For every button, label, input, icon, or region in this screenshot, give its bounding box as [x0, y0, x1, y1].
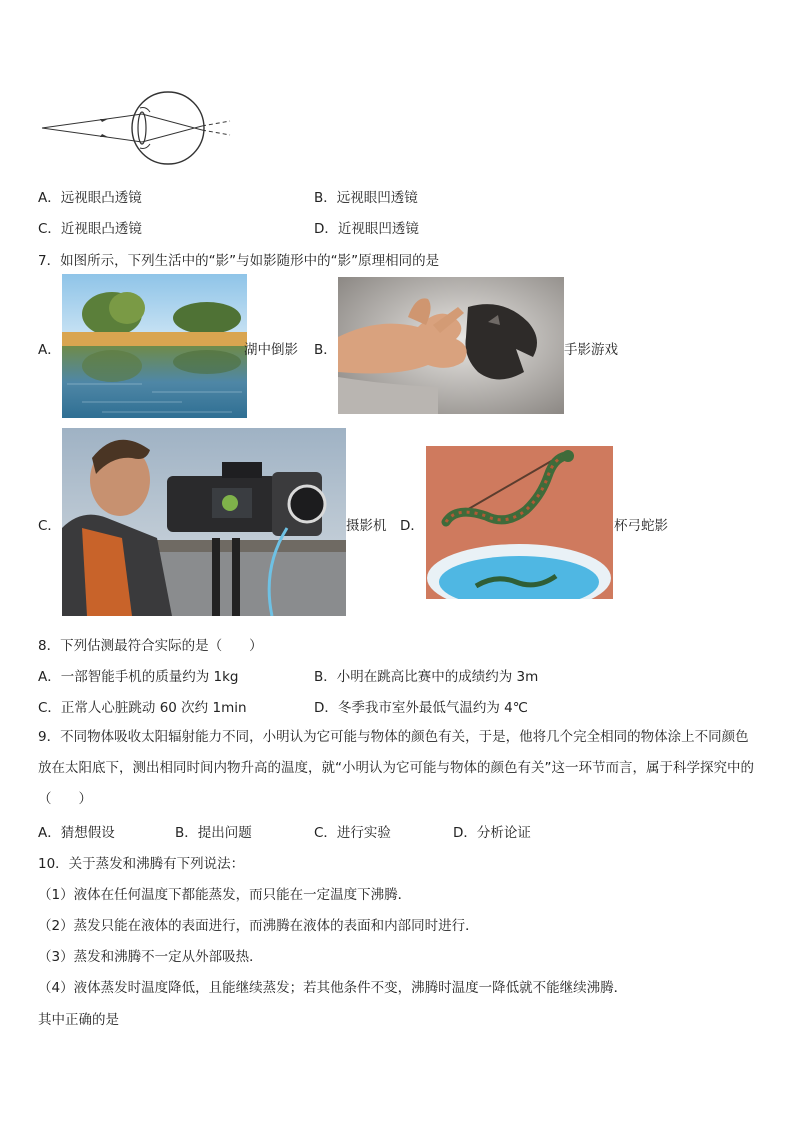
- q6-option-b: B．远视眼凹透镜: [314, 190, 418, 206]
- q9-option-a: A．猜想假设: [38, 825, 115, 841]
- q8-option-a: A．一部智能手机的质量约为 1kg: [38, 669, 239, 685]
- q10-statement-3: （3）蒸发和沸腾不一定从外部吸热．: [38, 949, 263, 965]
- q6-option-c: C．近视眼凸透镜: [38, 221, 142, 237]
- q10-stem: 10．关于蒸发和沸腾有下列说法：: [38, 856, 245, 872]
- q7-stem: 7．如图所示，下列生活中的“影”与如影随形中的“影”原理相同的是: [38, 253, 440, 269]
- snake-cup-image: [426, 446, 613, 599]
- q8-option-c: C．正常人心脏跳动 60 次约 1min: [38, 700, 247, 716]
- q6-option-a: A．远视眼凸透镜: [38, 190, 142, 206]
- q7-option-d-letter: D．: [400, 518, 424, 534]
- q7-option-d-caption: 杯弓蛇影: [614, 518, 668, 534]
- q10-statement-2: （2）蒸发只能在液体的表面进行，而沸腾在液体的表面和内部同时进行．: [38, 918, 479, 934]
- q7-option-b-letter: B．: [314, 342, 337, 358]
- camera-operator-image: [62, 428, 346, 616]
- q8-stem: 8．下列估测最符合实际的是（ ）: [38, 638, 263, 654]
- q7-option-c-caption: 摄影机: [346, 518, 387, 534]
- q10-statement-4: （4）液体蒸发时温度降低，且能继续蒸发；若其他条件不变，沸腾时温度一降低就不能继续沸腾．: [38, 980, 628, 996]
- lake-reflection-image: [62, 274, 247, 418]
- eye-lens-diagram: [38, 86, 238, 170]
- q6-option-d: D．近视眼凹透镜: [314, 221, 419, 237]
- q8-option-d: D．冬季我市室外最低气温约为 4℃: [314, 700, 528, 716]
- q8-option-b: B．小明在跳高比赛中的成绩约为 3m: [314, 669, 539, 685]
- q9-stem: 9．不同物体吸收太阳辐射能力不同，小明认为它可能与物体的颜色有关，于是，他将几个完全相同的物体涂上不同颜色放在太阳底下，测出相同时间内物升高的温度，就“小明认为它可能与物体的颜色有关”这一环节而言，属于科学探究中的（ ）: [38, 729, 754, 807]
- q7-option-a-caption: 湖中倒影: [244, 342, 298, 358]
- q7-option-b-caption: 手影游戏: [564, 342, 618, 358]
- q9-option-c: C．进行实验: [314, 825, 391, 841]
- hand-shadow-image: [338, 277, 564, 414]
- q10-statement-1: （1）液体在任何温度下都能蒸发，而只能在一定温度下沸腾．: [38, 887, 412, 903]
- q9-option-b: B．提出问题: [175, 825, 252, 841]
- q7-option-a-letter: A．: [38, 342, 61, 358]
- q10-tail: 其中正确的是: [38, 1012, 119, 1028]
- q7-option-c-letter: C．: [38, 518, 61, 534]
- q9-option-d: D．分析论证: [453, 825, 531, 841]
